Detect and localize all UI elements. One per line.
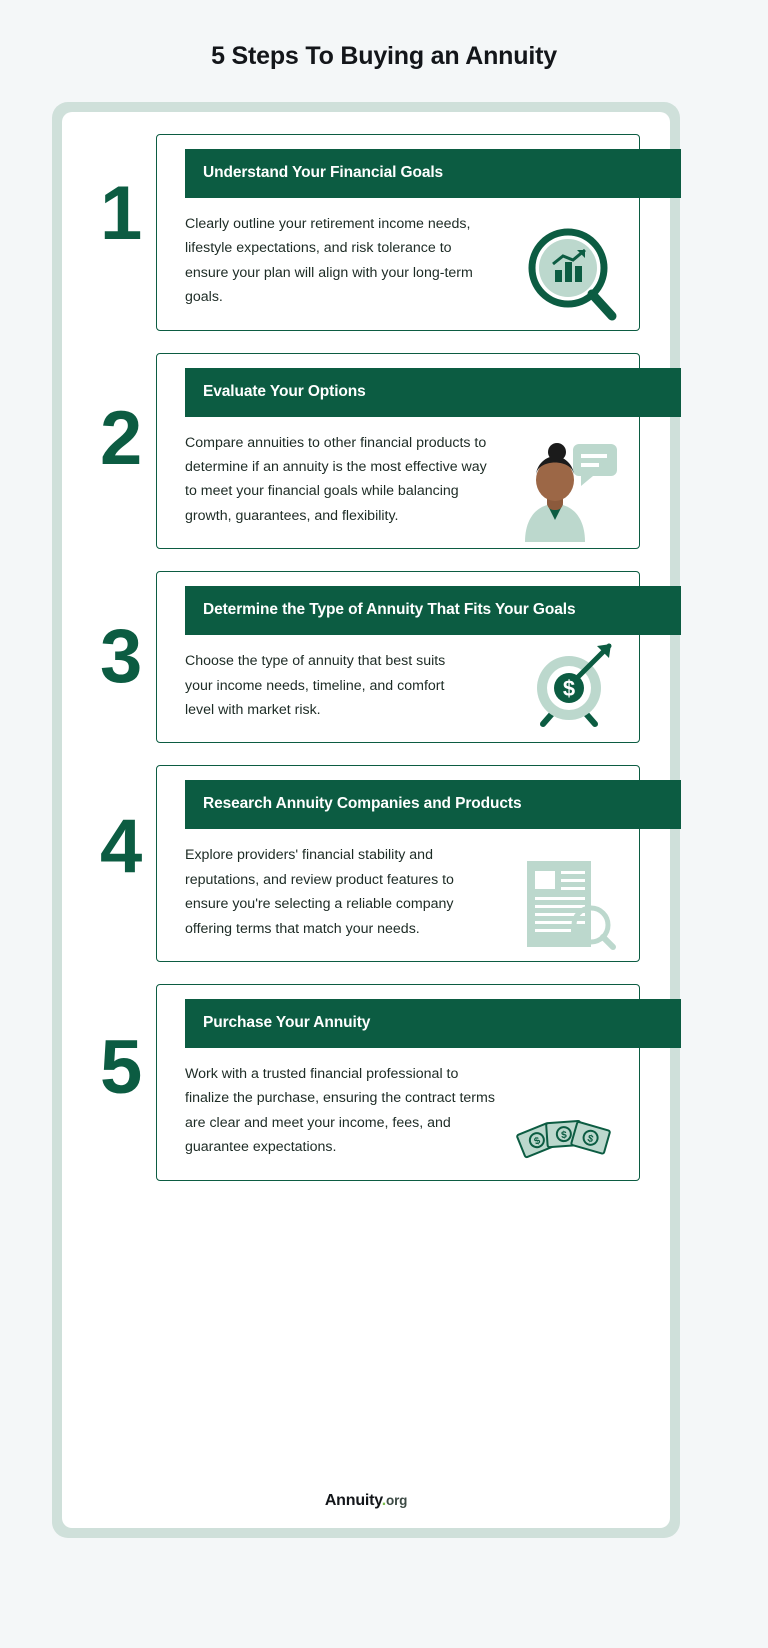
step-item <box>92 765 640 962</box>
step-body-text: Compare annuities to other financial products to determine if an annuity is the most effective way to meet your financial goals while balancing growth, guarantees, and flexibility. <box>185 434 487 524</box>
svg-text:$: $ <box>585 1132 595 1145</box>
brand-footer <box>62 1492 670 1510</box>
step-card <box>156 984 640 1181</box>
target-dollar-icon <box>513 632 623 742</box>
svg-text:$: $ <box>560 1129 568 1141</box>
page-title: 5 Steps To Buying an Annuity <box>211 42 557 70</box>
step-number: 1 <box>100 171 143 256</box>
brand-tld: org <box>386 1493 408 1508</box>
step-item <box>92 571 640 743</box>
step-body-text: Choose the type of annuity that best suits your income needs, timeline, and comfort level with market risk. <box>185 653 446 718</box>
step-heading: Understand Your Financial Goals <box>185 149 681 198</box>
step-item <box>92 134 640 331</box>
infographic-panel <box>52 102 680 1538</box>
step-heading: Research Annuity Companies and Products <box>185 780 681 829</box>
step-number: 3 <box>100 614 143 700</box>
step-number: 5 <box>100 1025 143 1111</box>
document-magnifier-icon <box>513 851 623 961</box>
step-number: 2 <box>100 395 143 481</box>
step-card <box>156 571 640 743</box>
svg-text:$: $ <box>532 1135 543 1148</box>
magnifying-glass-chart-icon <box>513 220 623 330</box>
step-item <box>92 984 640 1181</box>
step-card <box>156 134 640 331</box>
steps-container <box>62 112 670 1528</box>
step-card <box>156 353 640 550</box>
step-item <box>92 353 640 550</box>
step-body-text: Explore providers' financial stability and reputations, and review product features to ensure you're selecting a reliable company offering terms that match your needs. <box>185 847 454 937</box>
step-number: 4 <box>100 804 143 890</box>
step-heading: Evaluate Your Options <box>185 368 681 417</box>
step-heading: Purchase Your Annuity <box>185 999 681 1048</box>
step-heading: Determine the Type of Annuity That Fits Your Goals <box>185 586 681 635</box>
step-card <box>156 765 640 962</box>
person-speech-bubble-icon <box>513 438 623 548</box>
svg-text:$: $ <box>562 676 576 702</box>
brand-name: Annuity <box>324 1492 382 1509</box>
brand-dot: . <box>381 1492 387 1509</box>
step-body-text: Clearly outline your retirement income needs, lifestyle expectations, and risk tolerance to ensure your plan will align with your long-term goals. <box>185 215 473 306</box>
cash-bills-icon <box>513 1070 623 1180</box>
step-body-text: Work with a trusted financial professional to finalize the purchase, ensuring the contract terms are clear and meet your income, fees, and guarantee expectations. <box>185 1065 495 1156</box>
